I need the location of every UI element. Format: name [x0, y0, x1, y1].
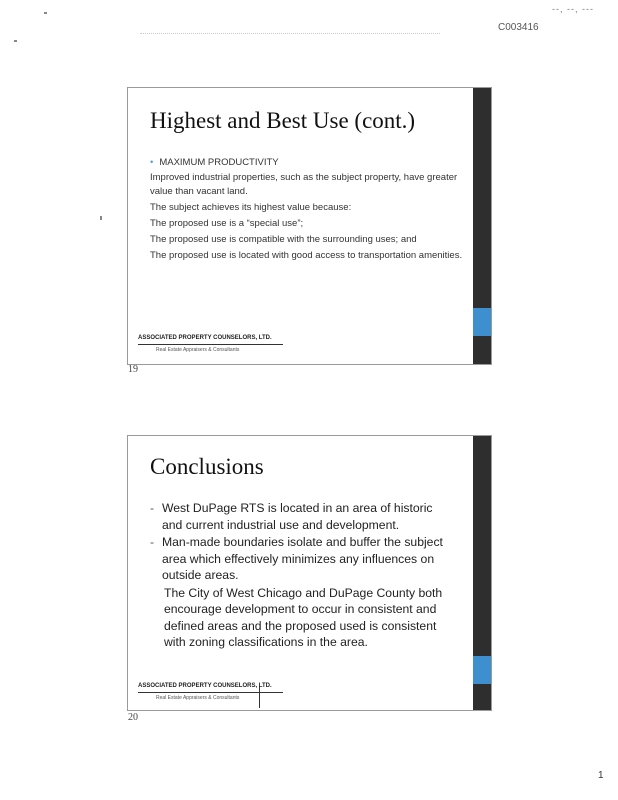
footer-divider	[138, 344, 283, 345]
list-item	[150, 534, 450, 584]
corner-mark: --, --, ---	[552, 4, 594, 14]
slide-title: Highest and Best Use (cont.)	[150, 108, 416, 133]
document-id: C003416	[498, 22, 539, 33]
slide-body	[150, 156, 470, 265]
footer-divider	[138, 692, 283, 693]
dash-bullet-icon: -	[150, 535, 155, 549]
sub-item: Improved industrial properties, such as the subject property, have greater value than vacant land.	[150, 172, 458, 197]
sub-sub-item: The proposed use is a “special use”;	[150, 218, 304, 229]
slide-conclusions	[127, 435, 492, 711]
slide-accent-block	[473, 656, 491, 684]
slide-title: Conclusions	[150, 454, 264, 479]
sub-sub-item: The proposed use is compatible with the surrounding uses; and	[150, 234, 417, 245]
bullet-item	[150, 156, 470, 170]
list-item	[150, 500, 450, 533]
sub-item: The subject achieves its highest value because:	[150, 202, 352, 213]
slide-body	[150, 500, 450, 651]
firm-tagline: Real Estate Appraisers & Consultants	[156, 347, 240, 353]
scan-speck	[14, 40, 17, 42]
bullet-dot-icon: •	[150, 157, 154, 168]
slide-number: 20	[128, 712, 138, 723]
firm-name: ASSOCIATED PROPERTY COUNSELORS, LTD.	[138, 683, 272, 689]
page-number: 1	[598, 770, 604, 781]
slide-accent-block	[473, 308, 491, 336]
list-item-text: Man-made boundaries isolate and buffer the subject area which effectively minimizes any influences on outside areas.	[162, 535, 443, 582]
conclusion-paragraph: The City of West Chicago and DuPage County both encourage development to occur in consistent and defined areas and the proposed used is consistent with zoning classifications in the area.	[164, 585, 443, 649]
firm-name: ASSOCIATED PROPERTY COUNSELORS, LTD.	[138, 335, 272, 341]
bullet-text: MAXIMUM PRODUCTIVITY	[159, 157, 279, 168]
fax-header-line	[140, 33, 440, 40]
scan-speck	[100, 216, 102, 220]
footer-divider-vertical	[259, 686, 260, 708]
list-item-text: West DuPage RTS is located in an area of historic and current industrial use and development.	[162, 501, 433, 532]
slide-number: 19	[128, 364, 138, 375]
slide-highest-best-use	[127, 87, 492, 365]
sub-sub-item: The proposed use is located with good access to transportation amenities.	[150, 250, 463, 261]
dash-bullet-icon: -	[150, 501, 155, 515]
scan-speck	[44, 12, 47, 14]
firm-tagline: Real Estate Appraisers & Consultants	[156, 695, 240, 701]
